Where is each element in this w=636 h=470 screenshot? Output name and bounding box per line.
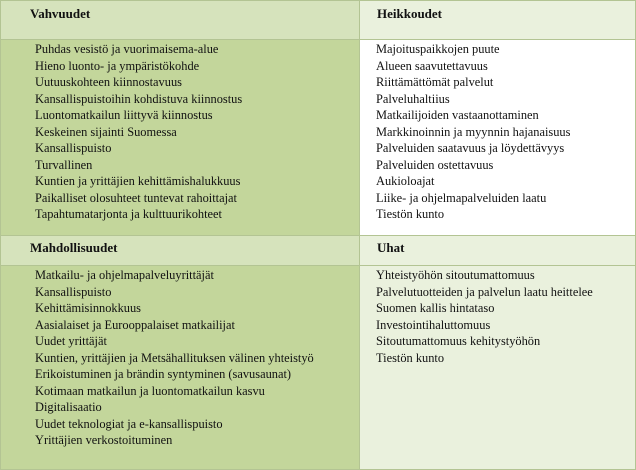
opportunities-header xyxy=(1,235,359,265)
list-item: Hieno luonto- ja ympäristökohde xyxy=(35,58,200,73)
list-item: Riittämättömät palvelut xyxy=(376,75,494,90)
list-item: Investointihaluttomuus xyxy=(376,317,491,332)
strengths-list xyxy=(1,39,359,223)
list-item: Uutuuskohteen kiinnostavuus xyxy=(35,75,182,90)
strengths-cell xyxy=(1,39,359,235)
list-item: Palveluiden saatavuus ja löydettävyys xyxy=(376,141,565,156)
list-item: Palvelutuotteiden ja palvelun laatu heittelee xyxy=(376,284,593,299)
weaknesses-header xyxy=(360,1,635,39)
list-item: Matkailijoiden vastaanottaminen xyxy=(376,108,539,123)
list-item: Uudet yrittäjät xyxy=(35,334,107,349)
list-item: Majoituspaikkojen puute xyxy=(376,42,500,56)
opportunities-title: Mahdollisuudet xyxy=(30,240,118,255)
list-item: Alueen saavutettavuus xyxy=(376,58,488,73)
strengths-header xyxy=(1,1,359,39)
list-item: Keskeinen sijainti Suomessa xyxy=(35,124,177,139)
opportunities-list xyxy=(1,265,359,449)
list-item: Palveluiden ostettavuus xyxy=(376,157,494,172)
threats-title: Uhat xyxy=(377,240,405,255)
strengths-title: Vahvuudet xyxy=(30,6,91,21)
list-item: Kehittämisinnokkuus xyxy=(35,301,142,316)
list-item: Aasialaiset ja Eurooppalaiset matkailijat xyxy=(35,317,235,332)
weaknesses-cell xyxy=(360,39,635,235)
header-divider-top xyxy=(1,39,635,40)
threats-cell xyxy=(360,265,635,469)
list-item: Suomen kallis hintataso xyxy=(376,301,495,316)
list-item: Yhteistyöhön sitoutumattomuus xyxy=(376,268,535,282)
threats-header xyxy=(360,235,635,265)
list-item: Puhdas vesistö ja vuorimaisema-alue xyxy=(35,42,219,56)
list-item: Turvallinen xyxy=(35,157,93,172)
list-item: Uudet teknologiat ja e-kansallispuisto xyxy=(35,416,223,431)
list-item: Digitalisaatio xyxy=(35,400,102,415)
row-divider xyxy=(1,235,635,236)
list-item: Aukioloajat xyxy=(376,174,435,189)
list-item: Tiestön kunto xyxy=(376,207,445,222)
list-item: Kansallispuisto xyxy=(35,141,112,156)
header-divider-bottom xyxy=(1,265,635,266)
list-item: Kansallispuistoihin kohdistuva kiinnostus xyxy=(35,91,243,106)
list-item: Palveluhaltiius xyxy=(376,91,450,106)
list-item: Sitoutumattomuus kehitystyöhön xyxy=(376,334,541,349)
list-item: Kuntien ja yrittäjien kehittämishalukkuus xyxy=(35,174,241,189)
list-item: Yrittäjien verkostoituminen xyxy=(35,433,173,448)
list-item: Kuntien, yrittäjien ja Metsähallituksen välinen yhteistyö xyxy=(35,350,314,365)
list-item: Erikoistuminen ja brändin syntyminen (savusaunat) xyxy=(35,367,292,382)
list-item: Paikalliset olosuhteet tuntevat rahoittajat xyxy=(35,190,237,205)
list-item: Liike- ja ohjelmapalveluiden laatu xyxy=(376,190,547,205)
weaknesses-list xyxy=(360,39,635,223)
list-item: Luontomatkailun liittyvä kiinnostus xyxy=(35,108,213,123)
list-item: Tiestön kunto xyxy=(376,350,445,365)
weaknesses-title: Heikkoudet xyxy=(377,6,443,21)
opportunities-cell xyxy=(1,265,359,469)
list-item: Kansallispuisto xyxy=(35,284,112,299)
list-item: Markkinoinnin ja myynnin hajanaisuus xyxy=(376,124,571,139)
list-item: Matkailu- ja ohjelmapalveluyrittäjät xyxy=(35,268,214,282)
list-item: Tapahtumatarjonta ja kulttuurikohteet xyxy=(35,207,222,222)
list-item: Kotimaan matkailun ja luontomatkailun kasvu xyxy=(35,383,265,398)
threats-list xyxy=(360,265,635,366)
